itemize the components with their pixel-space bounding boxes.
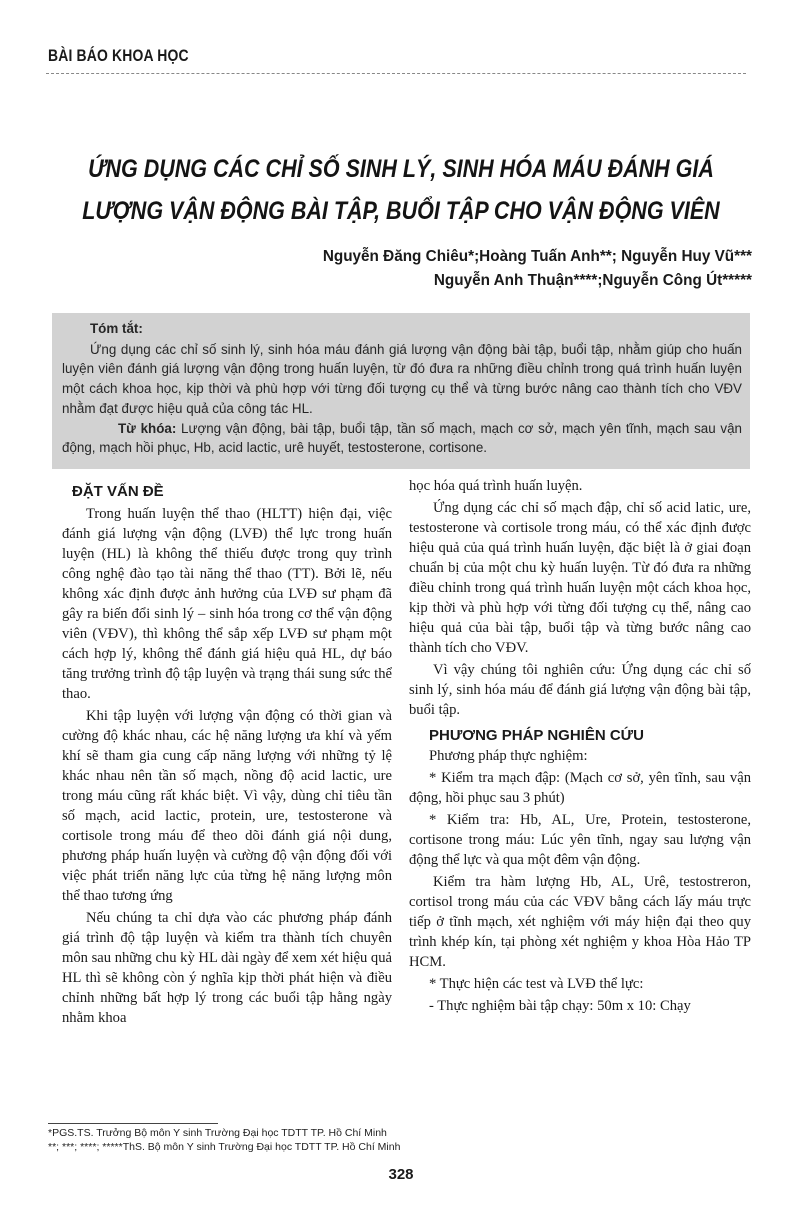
method-item: * Kiểm tra: Hb, AL, Ure, Protein, testosterone, cortisone trong máu: Lúc yên tĩnh, ngay sau lượng vận động thể lực và qua một đêm vận động. bbox=[409, 812, 751, 868]
keywords-text: Lượng vận động, bài tập, buổi tập, tần số mạch, mạch cơ sở, mạch yên tĩnh, mạch sau vận động, mạch hồi phục, Hb, acid lactic, urê huyết, testosterone, cortisone. bbox=[62, 420, 742, 456]
header-divider bbox=[46, 73, 746, 74]
paragraph: Nếu chúng ta chỉ dựa vào các phương pháp đánh giá trình độ tập luyện và kiểm tra thành tích chuyên môn sau những chu kỳ HL dài ngày để xem xét hiệu quả HL thì sẽ không còn ý nghĩa kịp thời phát hiện và điều chỉnh những bất hợp lý trong các buổi tập hằng ngày nhằm khoa bbox=[62, 910, 392, 1026]
right-column bbox=[409, 476, 751, 1016]
page-number: 328 bbox=[388, 1166, 414, 1183]
paragraph: Vì vậy chúng tôi nghiên cứu: Ứng dụng các chỉ số sinh lý, sinh hóa máu để đánh giá lượng vận động bài tập, buổi tập. bbox=[409, 662, 751, 718]
footnotes bbox=[48, 1126, 400, 1154]
keywords-label: Từ khóa: bbox=[118, 420, 177, 436]
article-title bbox=[30, 148, 772, 232]
footnote-2: **; ***; ****; *****ThS. Bộ môn Y sinh Trường Đại học TDTT TP. Hồ Chí Minh bbox=[48, 1141, 401, 1153]
method-label: Phương pháp thực nghiệm: bbox=[429, 748, 588, 764]
footnote-divider bbox=[48, 1123, 218, 1124]
authors-line-2: Nguyễn Anh Thuận****;Nguyễn Công Út***** bbox=[433, 272, 752, 289]
authors-line-1: Nguyễn Đăng Chiêu*;Hoàng Tuấn Anh**; Nguyễn Huy Vũ*** bbox=[322, 248, 752, 265]
abstract-body: Ứng dụng các chỉ số sinh lý, sinh hóa máu đánh giá lượng vận động bài tập, buổi tập, nhằm giúp cho huấn luyện viên đánh giá lượng vận động trong huấn luyện, từ đó đưa ra những điều chỉnh trong quá trình huấn luyện một cách khoa học, kịp thời và phù hợp với từng đối tượng cụ thể và từng bước nâng cao thành tích cho VĐV nhằm đạt được hiệu quả của công tác HL. bbox=[62, 341, 742, 416]
author-list bbox=[323, 245, 752, 293]
method-item: * Kiểm tra mạch đập: (Mạch cơ sở, yên tĩnh, sau vận động, hồi phục sau 3 phút) bbox=[409, 770, 751, 806]
paragraph: Khi tập luyện với lượng vận động có thời gian và cường độ khác nhau, các hệ năng lượng ưa khí và yếm khí sẽ tham gia cung cấp năng lượng với những tỷ lệ khác nhau nên tần số mạch, nồng độ acid lactic, ure trong máu cũng rất khác biệt. Vì vậy, dùng chỉ tiêu tần số mạch, acid lactic, protein, ure, testosterone và cortisole trong máu để theo dõi đánh giá nội dung, phương pháp huấn luyện và cường độ vận động đối với việc phát triển năng lực của từng hệ năng lượng môn thể thao tương ứng bbox=[62, 708, 392, 904]
section-label: BÀI BÁO KHOA HỌC bbox=[48, 46, 189, 65]
footnote-1: *PGS.TS. Trưởng Bộ môn Y sinh Trường Đại học TDTT TP. Hồ Chí Minh bbox=[48, 1127, 387, 1139]
abstract-heading: Tóm tắt: bbox=[90, 321, 143, 336]
paragraph: Ứng dụng các chỉ số mạch đập, chỉ số acid latic, ure, testosterone và cortisole trong máu, có thể xác định được hiệu quả của quá trình huấn luyện, đặc biệt là ở giai đoạn chuẩn bị của một chu kỳ huấn luyện. Từ đó đưa ra những điều chỉnh trong quá trình huấn luyện một cách khoa học, kịp thời và phù hợp với từng đối tượng cụ thể, nâng cao hiệu quả của bài tập, buổi tập và từng bước nâng cao thành tích cho VĐV. bbox=[409, 500, 751, 656]
section-heading-methods: PHƯƠNG PHÁP NGHIÊN CỨU bbox=[429, 727, 644, 744]
left-column bbox=[62, 476, 392, 1030]
paragraph: học hóa quá trình huấn luyện. bbox=[409, 478, 583, 494]
title-line-1: ỨNG DỤNG CÁC CHỈ SỐ SINH LÝ, SINH HÓA MÁU ĐÁNH GIÁ bbox=[88, 155, 714, 183]
keywords bbox=[62, 419, 742, 458]
method-item: - Thực nghiệm bài tập chạy: 50m x 10: Chạy bbox=[429, 998, 691, 1014]
paragraph: Kiểm tra hàm lượng Hb, AL, Urê, testostreron, cortisol trong máu của các VĐV bằng cách lấy máu trực tiếp ở tĩnh mạch, xét nghiệm với máy hiện đại theo quy trình khép kín, tại phòng xét nghiệm y khoa Hòa Hảo TP HCM. bbox=[409, 874, 751, 970]
paragraph: Trong huấn luyện thể thao (HLTT) hiện đại, việc đánh giá lượng vận động (LVĐ) thể lực trong huấn luyện (HL) là không thể thiếu được trong quy trình công nghệ đào tạo tài năng thể thao (TT). Bởi lẽ, nếu không xác định được ảnh hưởng của LVĐ sư phạm đã gây ra biến đổi sinh lý – sinh hóa trong cơ thể vận động viên (VĐV), thì không thể sắp xếp LVĐ sư phạm một cách hợp lý, không thể đánh giá hiệu quả HL, dự báo tăng trưởng trình độ tập luyện và trạng thái sung sức thể thao. bbox=[62, 506, 392, 702]
title-line-2: LƯỢNG VẬN ĐỘNG BÀI TẬP, BUỔI TẬP CHO VẬN ĐỘNG VIÊN bbox=[82, 197, 720, 225]
section-heading-introduction: ĐẶT VẤN ĐỀ bbox=[72, 483, 164, 500]
method-item: * Thực hiện các test và LVĐ thể lực: bbox=[429, 976, 644, 992]
abstract-box bbox=[52, 313, 750, 469]
